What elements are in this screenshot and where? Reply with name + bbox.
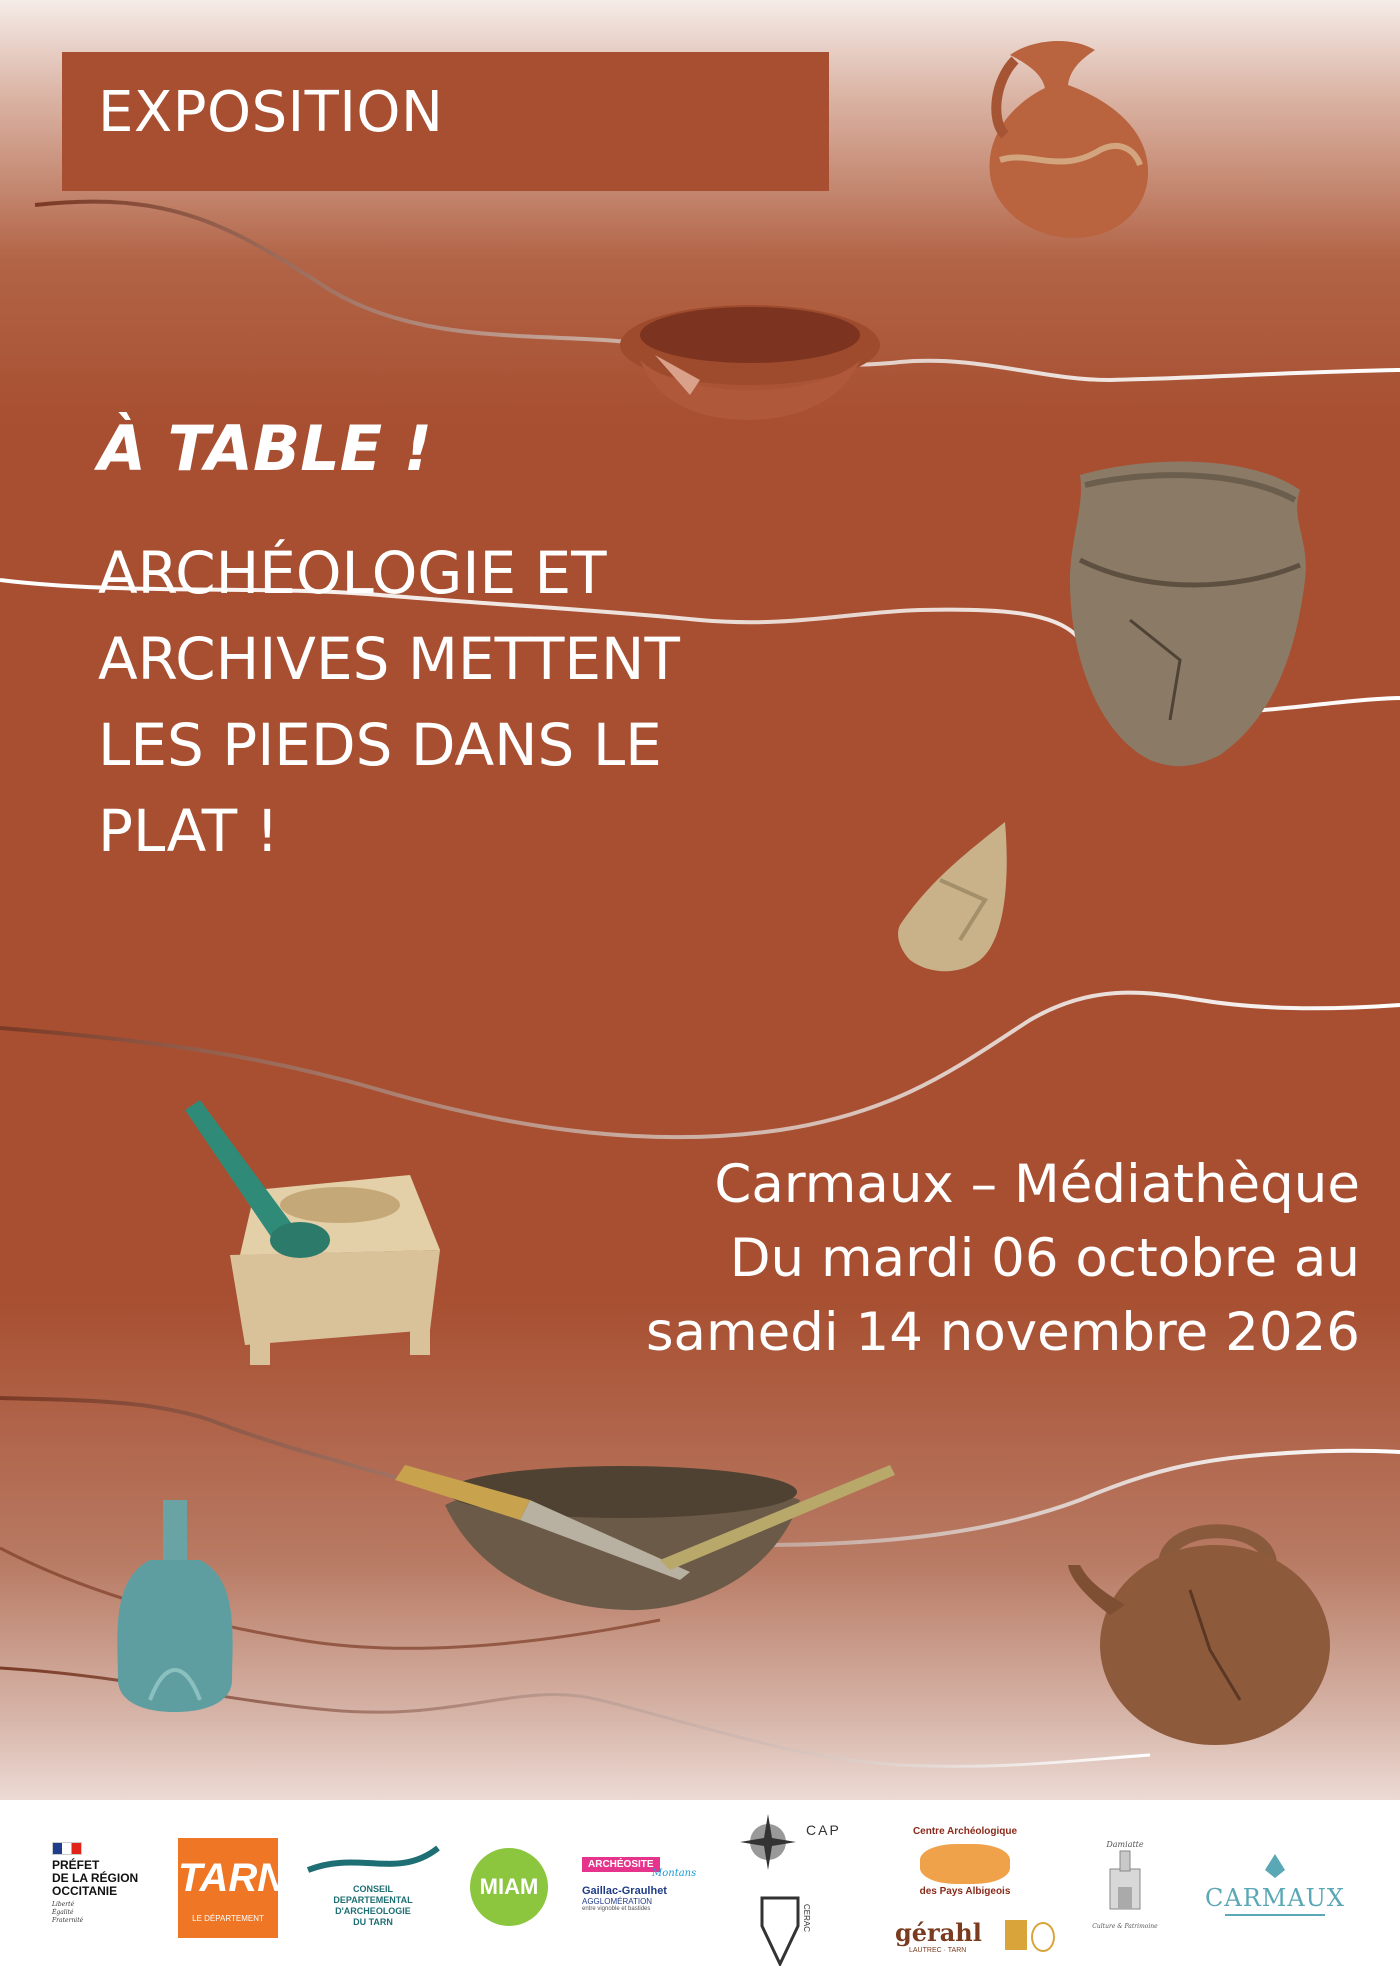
logo-gerahl xyxy=(895,1918,1055,1968)
logo-miam xyxy=(470,1848,548,1926)
logo-text: Liberté xyxy=(52,1901,75,1908)
logo-text: DU TARN xyxy=(353,1917,393,1927)
chimney-building-icon xyxy=(1080,1849,1170,1919)
logo-cap xyxy=(738,1812,848,1872)
logo-damiatte xyxy=(1080,1840,1170,1950)
logo-text: MIAM xyxy=(479,1874,539,1899)
cerac-mark-icon xyxy=(760,1896,800,1966)
logo-cdat xyxy=(298,1840,448,1935)
logo-text: OCCITANIE xyxy=(52,1884,118,1898)
event-info xyxy=(520,1148,1360,1370)
logo-text: AGGLOMÉRATION xyxy=(582,1897,653,1906)
jug-icon xyxy=(990,41,1149,238)
logo-text: Gaillac-Graulhet xyxy=(582,1885,667,1897)
logo-text: ARCHÉOSITE xyxy=(582,1857,660,1872)
logo-text: Damiatte xyxy=(1106,1840,1144,1849)
flag-icon xyxy=(52,1842,82,1855)
logo-text: LAUTREC · TARN xyxy=(909,1947,967,1954)
tree-icon xyxy=(1031,1922,1055,1952)
logo-carmaux xyxy=(1205,1850,1345,1930)
dish-with-knife-and-fork-icon xyxy=(395,1465,895,1610)
logo-cerac xyxy=(760,1896,820,1966)
shallow-bowl-icon xyxy=(620,305,880,420)
logo-text: PRÉFET xyxy=(52,1858,100,1872)
event-dates-start: Du mardi 06 octobre au xyxy=(729,1228,1360,1289)
logo-text: gérahl xyxy=(895,1918,982,1947)
logo-tarn xyxy=(178,1838,287,1938)
cooking-pot-icon xyxy=(1070,461,1306,766)
logo-text: D'ARCHEOLOGIE xyxy=(335,1906,411,1916)
subtitle-line: ARCHÉOLOGIE ET xyxy=(98,539,607,607)
carmaux-leaf-icon xyxy=(1205,1850,1345,1880)
logo-text: DE LA RÉGION xyxy=(52,1871,139,1885)
logo-text: des Pays Albigeois xyxy=(919,1886,1011,1897)
logo-text: Centre Archéologique xyxy=(912,1826,1018,1837)
flint-icon xyxy=(898,822,1007,971)
glass-bottle-icon xyxy=(117,1500,232,1712)
subtitle xyxy=(98,530,858,874)
logo-text: entre vignoble et bastides xyxy=(582,1906,651,1912)
logo-text: Égalité xyxy=(52,1909,74,1916)
logo-text: CAP xyxy=(806,1822,841,1838)
logo-text: Culture & Patrimoine xyxy=(1092,1923,1158,1930)
partner-logos xyxy=(0,1800,1400,1980)
logo-prefet-occitanie xyxy=(52,1842,162,1925)
castle-icon xyxy=(1005,1920,1027,1950)
logo-text: TARN xyxy=(178,1856,287,1900)
logo-text: Montans xyxy=(652,1868,697,1879)
map-icon xyxy=(920,1844,1010,1884)
logo-text: CONSEIL xyxy=(352,1884,393,1894)
event-place: Carmaux – Médiathèque xyxy=(714,1154,1360,1215)
logo-text: CERAC xyxy=(802,1904,811,1933)
logo-text: CARMAUX xyxy=(1205,1884,1345,1912)
logo-text: Fraternité xyxy=(52,1917,84,1924)
subtitle-line: ARCHIVES METTENT xyxy=(98,625,680,693)
header-label: EXPOSITION xyxy=(98,80,444,145)
ibex-icon xyxy=(298,1840,448,1880)
mortar-and-pestle-icon xyxy=(185,1100,440,1365)
main-title: À TABLE ! xyxy=(98,412,433,485)
teapot-icon xyxy=(1068,1531,1330,1745)
logo-text: DEPARTEMENTAL xyxy=(333,1895,413,1905)
logo-centre-archeologique xyxy=(900,1822,1030,1902)
logo-archeosite xyxy=(582,1852,712,1932)
event-dates-end: samedi 14 novembre 2026 xyxy=(645,1302,1360,1363)
subtitle-line: LES PIEDS DANS LE xyxy=(98,711,662,779)
compass-rose-icon xyxy=(738,1812,798,1872)
subtitle-line: PLAT ! xyxy=(98,797,279,865)
logo-text: LE DÉPARTEMENT xyxy=(192,1914,264,1923)
